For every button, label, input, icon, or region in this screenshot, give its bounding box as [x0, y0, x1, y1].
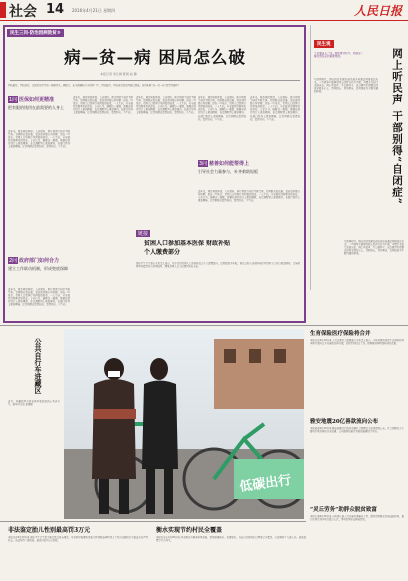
page-number: 14 [46, 2, 65, 17]
bottom-divider [0, 521, 306, 522]
q2-subtitle: 建立工作联动机制，形成兜底保障 [8, 266, 68, 271]
masthead: 人民日报 [353, 4, 402, 18]
q1-title: 医保如何更精准 [19, 97, 55, 103]
right-briefs [310, 329, 406, 529]
feature-body-col3: 近年来，城乡居民医保、大病保险、医疗救助等制度不断完善，贫困群众看病难、看病贵问题有所缓解。但在一些地方，贫困人口的医疗负担依然较重，一人生病，全家致贫的现象仍然存在。专家认为，破解这一难题，需要在制度设计上更加精准，在资源配置上更加倾斜，在部门协作上更加顺畅，让贫困群众看得起病、看得好病、少生病。 [136, 96, 196, 115]
bottom-mid-body: 本报石家庄4月20日电 河北衡水市推进移风易俗，倡导婚事新办、丧事简办，目前已实现村红白理事会全覆盖，有效遏制了大操大办、铺张浪费等不良风气。 [156, 536, 306, 543]
q2-block [8, 257, 70, 287]
feature-body-col1b: 近年来，城乡居民医保、大病保险、医疗救助等制度不断完善，贫困群众看病难、看病贵问题有所缓解。但在一些地方，贫困人口的医疗负担依然较重，一人生病，全家致贫的现象仍然存在。专家认为，破解这一难题，需要在制度设计上更加精准，在资源配置上更加倾斜，在部门协作上更加顺畅，让贫困群众看得起病、看得好病、少生病。 [8, 288, 70, 307]
q2-title: 政府部门如何合力 [19, 258, 60, 264]
q2-number: 2问 [9, 258, 18, 264]
header-rule [0, 20, 408, 21]
brief-2-body: 本报成都4月20日电 雅安地震灾后恢复重建社会捐赠资金使用情况公布，社会捐赠资金主要用于城乡居民住房重建、公共服务设施及基础设施建设等项目。 [310, 427, 404, 434]
page-header [0, 0, 408, 22]
photo-caption: 近日，西藏拉萨市民在体验新投放的公共自行车。新华社记者 觉果摄 [8, 400, 60, 407]
brief-2-title: 雅安地震20亿善款流向公布 [310, 419, 379, 425]
feature-body-col6: 近年来，城乡居民医保、大病保险、医疗救助等制度不断完善，贫困群众看病难、看病贵问题有所缓解。但在一些地方，贫困人口的医疗负担依然较重，一人生病，全家致贫的现象仍然存在。专家认为，破解这一难题，需要在制度设计上更加精准，在资源配置上更加倾斜，在部门协作上更加顺畅，让贫困群众看得起病、看得好病、少生病。 [198, 190, 300, 203]
section-divider [0, 325, 408, 326]
commentary-title: 网上听民声 干部别得“自闭症” [391, 48, 403, 205]
q1-subtitle: 把有限的钱用在最需要的人身上 [8, 105, 64, 110]
brief-1-body: 本报北京4月20日电 人力资源社会保障部有关负责人表示，今年将研究制定生育保险和基本医疗保险合并实施的具体方案，适时启动试点工作，统筹推进两项保险制度改革。 [310, 339, 404, 346]
explain-box [136, 230, 302, 320]
brief-3-title: “灵丘劳务”助胖众脱贫致富 [310, 507, 377, 513]
q3-block [198, 160, 268, 190]
bottom-mid-title: 衡水实现节约村民全覆盖 [156, 527, 223, 534]
header-red-block [0, 2, 6, 18]
photo-bicycle-women [64, 329, 304, 519]
q3-title: 慈善如何能帮得上 [209, 161, 250, 167]
feature-byline: 本报记者 李红梅 陈晨 赵 静 [100, 72, 137, 76]
q3-subtitle: 引导社会力量参与，补齐救助短板 [198, 169, 258, 174]
commentary-kicker: 民生观 [314, 40, 334, 48]
brief-3-body: 本报太原4月20日电 山西灵丘县大力实施劳务输出工程，组织贫困群众参加技能培训，累计转移农村劳动力数万人次，带动贫困家庭增收脱贫。 [310, 515, 404, 522]
explain-kicker: 链接 [138, 231, 149, 237]
right-column-rule [310, 25, 311, 290]
q3-number: 3问 [199, 161, 208, 167]
feature-body-col5: 近年来，城乡居民医保、大病保险、医疗救助等制度不断完善，贫困群众看病难、看病贵问题有所缓解。但在一些地方，贫困人口的医疗负担依然较重，一人生病，全家致贫的现象仍然存在。专家认为，破解这一难题，需要在制度设计上更加精准，在资源配置上更加倾斜，在部门协作上更加顺畅，让贫困群众看得起病、看得好病、少生病。 [250, 96, 300, 121]
feature-body-col4: 近年来，城乡居民医保、大病保险、医疗救助等制度不断完善，贫困群众看病难、看病贵问题有所缓解。但在一些地方，贫困人口的医疗负担依然较重，一人生病，全家致贫的现象仍然存在。专家认为，破解这一难题，需要在制度设计上更加精准，在资源配置上更加倾斜，在部门协作上更加顺畅，让贫困群众看得起病、看得好病、少生病。 [198, 96, 246, 121]
issue-date: 2016年4月21日 星期四 [72, 8, 116, 13]
feature-title-rule [10, 80, 300, 81]
commentary-body-b: 互联网时代，群众的意见建议越来越多地通过网络表达出来。一些领导干部却对网上的声音充耳不闻，习惯于关起门来做决策。网上听民声，不是做样子，而是要真正把群众的诉求放在心上，及时回应，切实解决，让网络成为干群沟通的桥梁。 [344, 240, 404, 256]
commentary-quote: 干部要深入一线，倾听群众呼声，网络是了解社情民意的重要渠道。 [314, 52, 364, 59]
sign-text: 低碳出行 [238, 472, 293, 496]
bottom-left-body: 本报北京4月20日电 国家卫生计生委等部门联合发布规定，对非医学需要鉴定胎儿性别和选择性别人工终止妊娠的行为依法予以严厉打击，违法所得一律没收，最高可处3万元罚款。 [8, 536, 148, 543]
section-name: 社会 [9, 4, 37, 20]
bottom-left-title: 非法鉴定胎儿性别最高罚3万元 [8, 527, 91, 534]
q1-number: 1问 [9, 97, 18, 103]
feature-kicker: 民生三问·防治因病致贫③ [7, 29, 64, 37]
brief-1-title: 生育保险医疗保险将合并 [310, 331, 371, 337]
feature-body-col2: 近年来，城乡居民医保、大病保险、医疗救助等制度不断完善，贫困群众看病难、看病贵问题有所缓解。但在一些地方，贫困人口的医疗负担依然较重，一人生病，全家致贫的现象仍然存在。专家认为，破解这一难题，需要在制度设计上更加精准，在资源配置上更加倾斜，在部门协作上更加顺畅，让贫困群众看得起病、看得好病、少生病。 [73, 96, 133, 115]
explain-body: 国家卫生计生委有关负责人表示，对于农村贫困人口参加新农合个人缴费部分，由财政给予补贴，新农合和大病保险制度对贫困人口实行政策倾斜，门诊统筹率先覆盖所有贫困地区，降低贫困人口大病费用实际支出。 [136, 262, 300, 269]
feature-title: 病—贫—病 困局怎么破 [64, 48, 246, 67]
feature-body-col1: 近年来，城乡居民医保、大病保险、医疗救助等制度不断完善，贫困群众看病难、看病贵问题有所缓解。但在一些地方，贫困人口的医疗负担依然较重，一人生病，全家致贫的现象仍然存在。专家认为，破解这一难题，需要在制度设计上更加精准，在资源配置上更加倾斜，在部门协作上更加顺畅，让贫困群众看得起病、看得好病、少生病。 [8, 130, 70, 149]
photo-vertical-caption: 公共自行车进藏区 [34, 338, 43, 394]
commentary-body-a: 互联网时代，群众的意见建议越来越多地通过网络表达出来。一些领导干部却对网上的声音充耳不闻，习惯于关起门来做决策。网上听民声，不是做样子，而是要真正把群众的诉求放在心上，及时回应，切实解决，让网络成为干群沟通的桥梁。 [314, 78, 378, 94]
q1-block [8, 96, 70, 126]
feature-lead: 因病致贫、因病返贫，是脱贫攻坚中的一块硬骨头。据统计，在全国建档立卡贫困户中，因病致贫、因病返贫的比例超过四成。如何斩断“病—贫—病”的恶性循环？ [8, 84, 181, 87]
explain-title: 贫困人口参加基本医保 财政补贴个人缴费部分 [144, 240, 231, 256]
